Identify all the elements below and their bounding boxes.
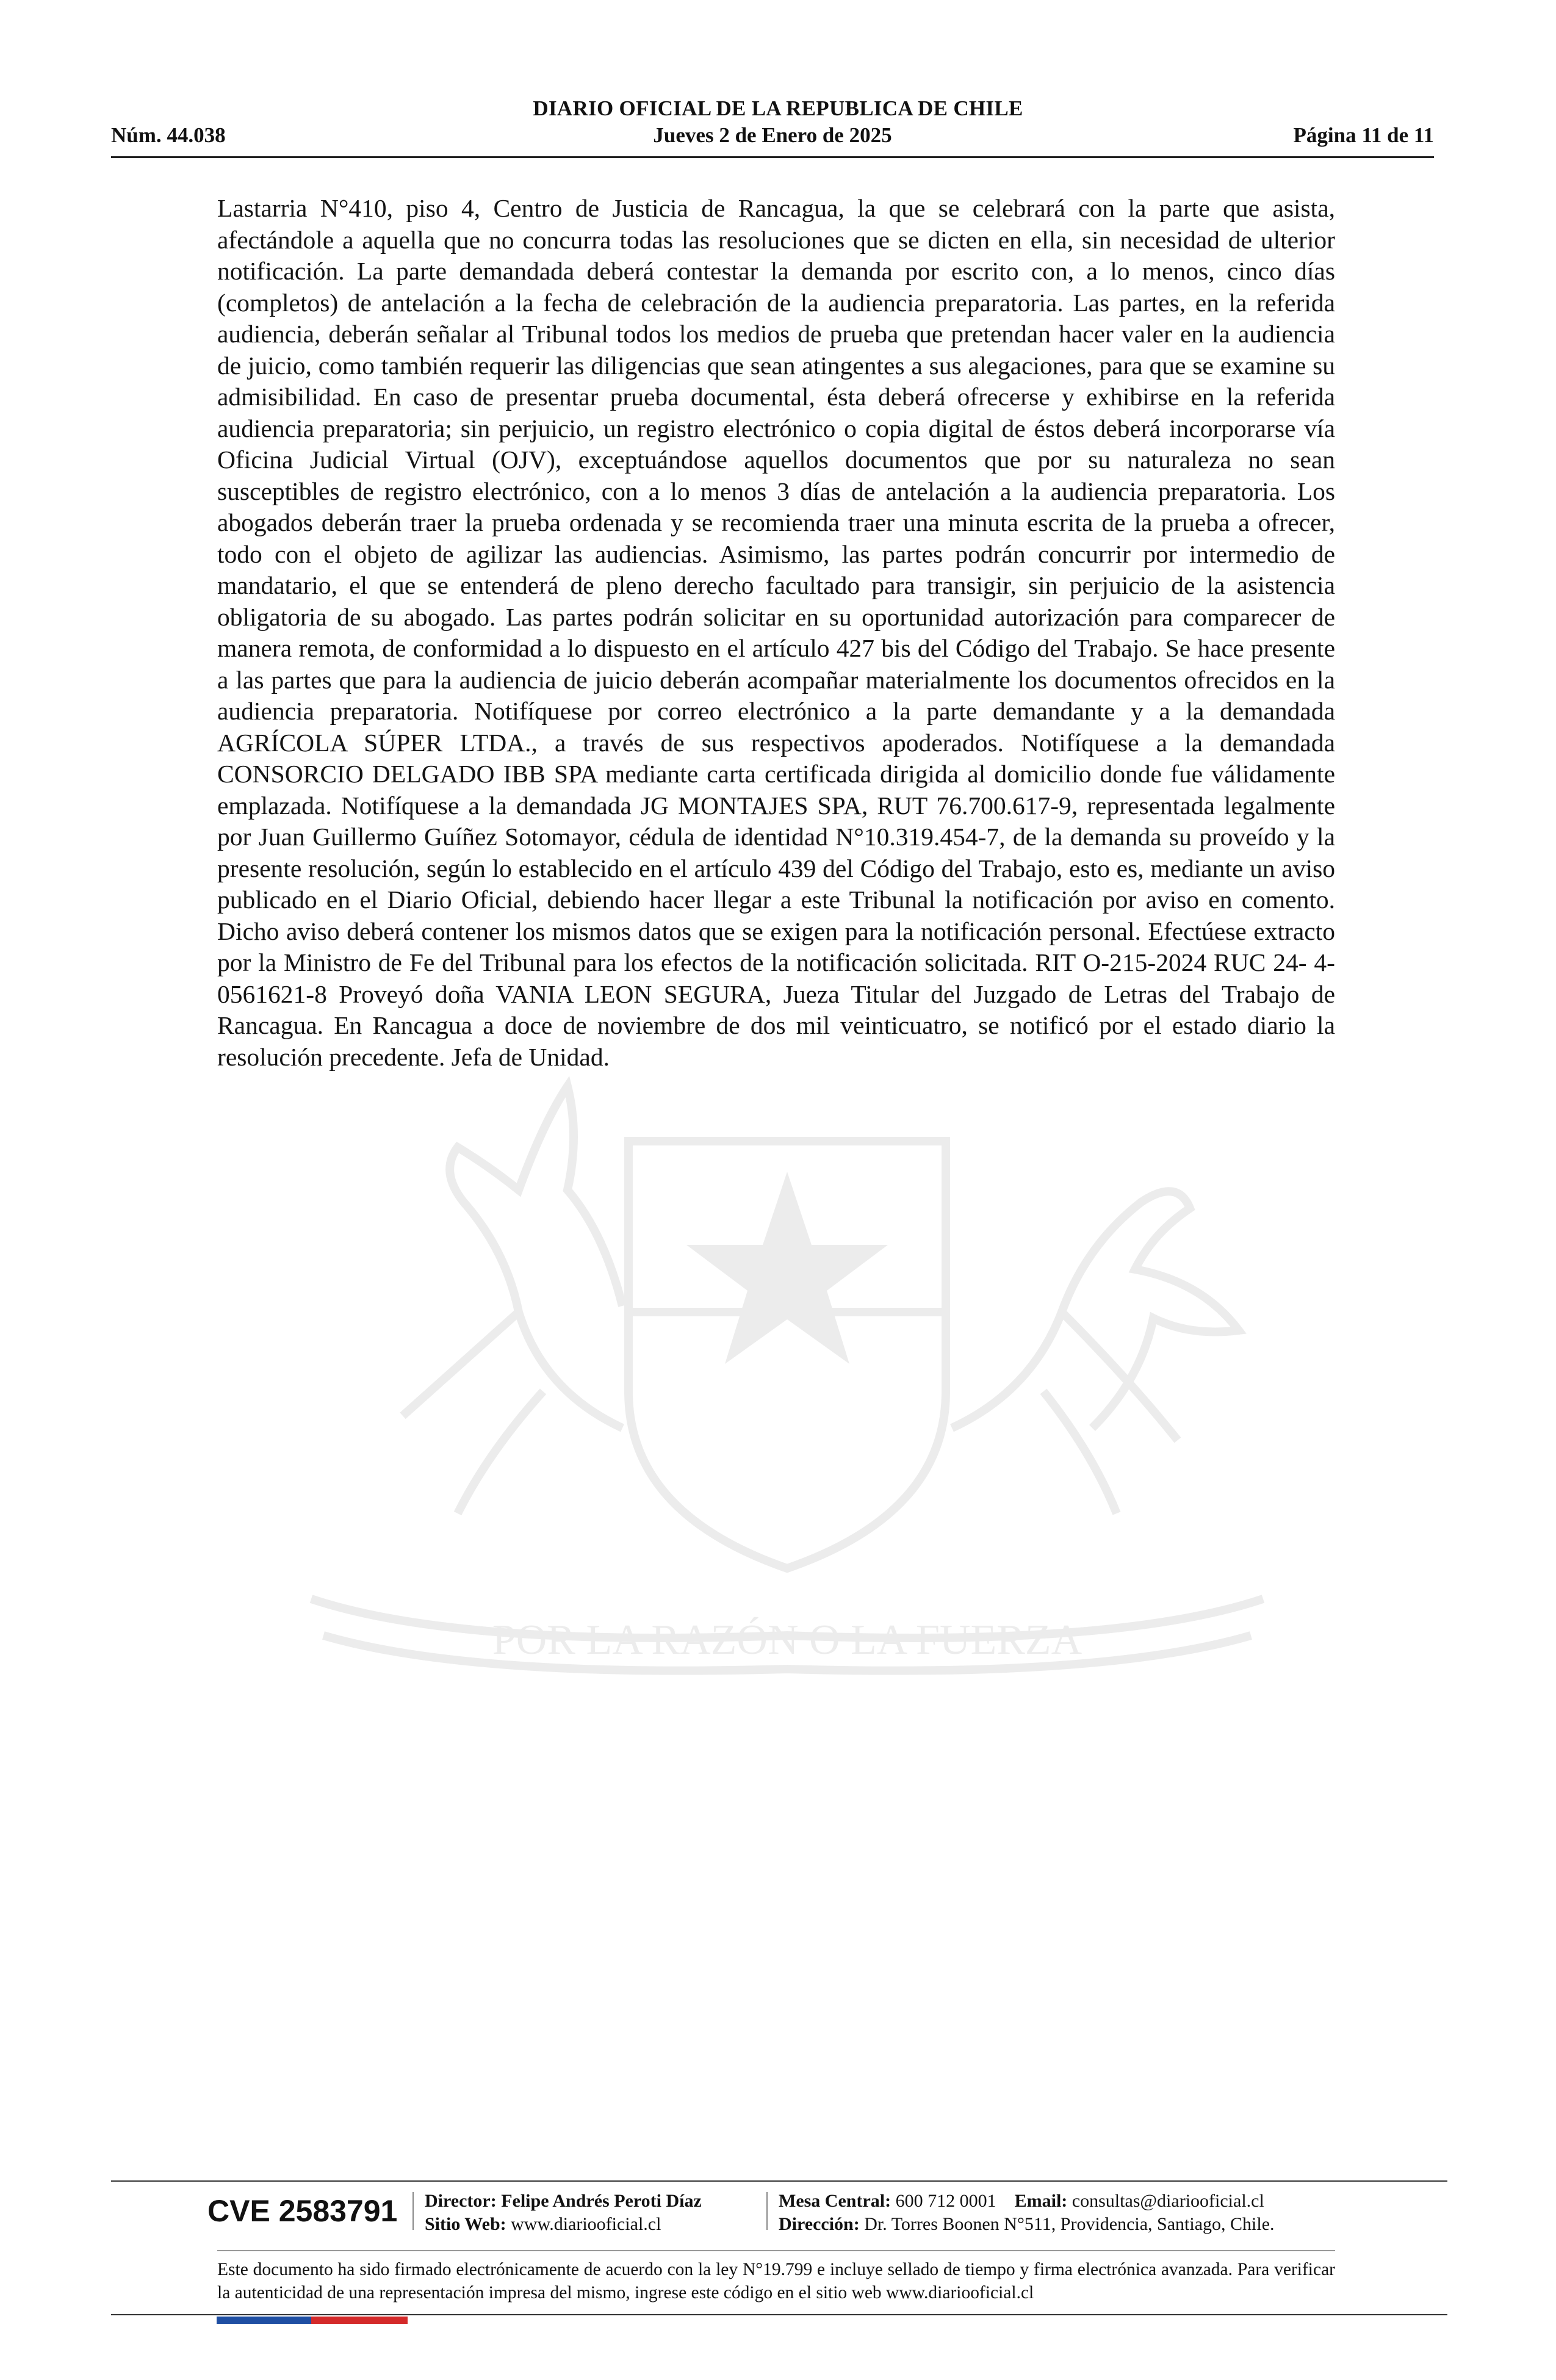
footer-director-block: [425, 2190, 702, 2236]
flag-stripe-blue: [217, 2317, 311, 2324]
footer-separator: [766, 2192, 768, 2230]
website-url[interactable]: www.diariooficial.cl: [511, 2214, 661, 2234]
footer-divider-top: [111, 2180, 1447, 2182]
footer-separator: [412, 2192, 414, 2230]
footer-divider-bottom: [111, 2314, 1447, 2315]
issue-date: Jueves 2 de Enero de 2025: [653, 123, 892, 147]
director-name: Felipe Andrés Peroti Díaz: [501, 2191, 702, 2211]
address-value: Dr. Torres Boonen N°511, Providencia, Santiago, Chile.: [864, 2214, 1275, 2234]
coat-of-arms-watermark: [201, 1050, 1373, 1690]
email-address[interactable]: consultas@diariooficial.cl: [1072, 2191, 1264, 2211]
publication-title: DIARIO OFICIAL DE LA REPUBLICA DE CHILE: [533, 96, 1023, 120]
page-indicator: Página 11 de 11: [1293, 123, 1434, 147]
watermark-motto: POR LA RAZÓN O LA FUERZA: [492, 1617, 1082, 1664]
issue-number: Núm. 44.038: [111, 123, 226, 147]
header-divider: [111, 156, 1434, 158]
footer-legal-notice: Este documento ha sido firmado electrónicamente de acuerdo con la ley N°19.799 e incluye sellado de tiempo y firma electrónica avanzada. Para verificar la autenticidad de una representación impresa del mismo, ingrese este código en el sitio web www.diariooficial.cl: [217, 2260, 1335, 2302]
mesa-central-phone: 600 712 0001: [895, 2191, 996, 2211]
address-label: Dirección:: [779, 2214, 860, 2234]
website-label: Sitio Web:: [425, 2214, 506, 2234]
flag-stripe-red: [311, 2317, 408, 2324]
director-label: Director:: [425, 2191, 497, 2211]
cve-code: CVE 2583791: [207, 2194, 398, 2228]
email-label: Email:: [1014, 2191, 1068, 2211]
footer-divider-middle: [217, 2250, 1335, 2251]
footer-contact-block: [779, 2190, 1275, 2236]
document-body: Lastarria N°410, piso 4, Centro de Justicia de Rancagua, la que se celebrará con la parte que asista, afectándole a aquella que no concurra todas las resoluciones que se dicten en ella, sin necesidad de ulterior notificación. La parte demandada deberá contestar la demanda por escrito con, a lo menos, cinco días (completos) de antelación a la fecha de celebración de la audiencia preparatoria. Las partes, en la referida audiencia, deberán señalar al Tribunal todos los medios de prueba que pretendan hacer valer en la audiencia de juicio, como también requerir las diligencias que sean atingentes a sus alegaciones, para que se examine su admisibilidad. En caso de presentar prueba documental, ésta deberá ofrecerse y exhibirse en la referida audiencia preparatoria; sin perjuicio, un registro electrónico o copia digital de éstos deberá incorporarse vía Oficina Judicial Virtual (OJV), exceptuándose aquellos documentos que por su naturaleza no sean susceptibles de registro electrónico, con a lo menos 3 días de antelación a la audiencia preparatoria. Los abogados deberán traer la prueba ordenada y se recomienda traer una minuta escrita de la prueba a ofrecer, todo con el objeto de agilizar las audiencias. Asimismo, las partes podrán concurrir por intermedio de mandatario, el que se entenderá de pleno derecho facultado para transigir, sin perjuicio de la asistencia obligatoria de su abogado. Las partes podrán solicitar en su oportunidad autorización para comparecer de manera remota, de conformidad a lo dispuesto en el artículo 427 bis del Código del Trabajo. Se hace presente a las partes que para la audiencia de juicio deberán acompañar materialmente los documentos ofrecidos en la audiencia preparatoria. Notifíquese por correo electrónico a la parte demandante y a la demandada AGRÍCOLA SÚPER LTDA., a través de sus respectivos apoderados. Notifíquese a la demandada CONSORCIO DELGADO IBB SPA mediante carta certificada dirigida al domicilio donde fue válidamente emplazada. Notifíquese a la demandada JG MONTAJES SPA, RUT 76.700.617-9, representada legalmente por Juan Guillermo Guíñez Sotomayor, cédula de identidad N°10.319.454-7, de la demanda su proveído y la presente resolución, según lo establecido en el artículo 439 del Código del Trabajo, esto es, mediante un aviso publicado en el Diario Oficial, debiendo hacer llegar a este Tribunal la notificación por aviso en comento. Dicho aviso deberá contener los mismos datos que se exigen para la notificación personal. Efectúese extracto por la Ministro de Fe del Tribunal para los efectos de la notificación solicitada. RIT O-215-2024 RUC 24- 4-0561621-8 Proveyó doña VANIA LEON SEGURA, Jueza Titular del Juzgado de Letras del Trabajo de Rancagua. En Rancagua a doce de noviembre de dos mil veinticuatro, se notificó por el estado diario la resolución precedente. Jefa de Unidad.: [217, 194, 1335, 1071]
mesa-central-label: Mesa Central:: [779, 2191, 891, 2211]
